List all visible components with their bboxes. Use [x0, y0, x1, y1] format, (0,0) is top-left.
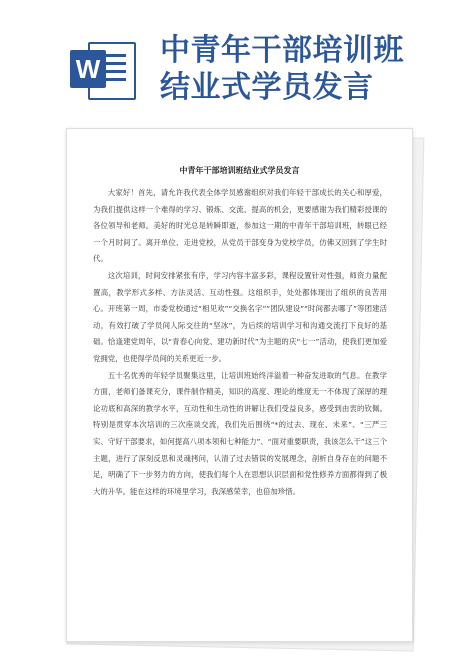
document-paragraph: 五十名优秀的年轻学员聚集这里，让培训班始终洋溢着一种奋发进取的气息。在教学方面，老师们备课充分，课件制作精美，知识的高度、理论的维度无一不体现了深厚的理论功底和高深的教学水平，互动性和生动性的讲解让我们受益良多，感受到由衷的钦佩。特别是贯穿本次培训的三次座谈交流，我们先后围绕“*的过去、现在、未来”、“三严三实、守好干部要求，如何提高八项本领和七种能力”、“面对重要职责，我该怎么干”这三个主题，进行了深刻反思和灵魂拷问，认清了过去错误的发展理念，剖析自身存在的问题不足，明确了下一步努力的方向，使我们每个人在思想认识层面和党性修养方面都得到了极大的升华。能在这样的环境里学习，我深感荣幸，也倍加珍惜。 [93, 370, 387, 496]
document-line-icon [104, 70, 126, 73]
word-w-letter: W [70, 50, 106, 88]
document-body [93, 185, 387, 500]
document-paragraph: 大家好！首先，请允许我代表全体学员感谢组织对我们年轻干部成长的关心和厚爱，为我们提供这样一个难得的学习、锻炼、交流、提高的机会，更要感谢为我们精彩授课的各位领导和老师。美好的时光总是转瞬即逝，参加这一期的中青年干部培训班，转眼已经一个月时间了。离开单位、走进党校，从党员干部变身为党校学员，仿佛又回到了学生时代。 [93, 188, 387, 264]
document-paragraph: 这次培训，时间安排紧张有序，学习内容丰富多彩，课程设置针对性强，师资力量配置高，教学形式多样、方法灵活、互动性强。这组织手，处处都体现出了组织的良苦用心。开班第一周，市委党校通过“相见欢”“交换名字”“团队建设”“时间都去哪了”等团建活动，有效打破了学员间人际交往的“坚冰”，为后续的培训学习和沟通交流打下良好的基础。恰逢建党周年，以“青春心向党、建功新时代”为主题的庆“七一”活动，使我们更加爱党拥党，也使得学员间的关系更近一步。 [93, 270, 387, 363]
document-line-icon [104, 62, 126, 65]
document-page [66, 128, 413, 642]
document-line-icon [104, 78, 126, 81]
document-line-icon [104, 54, 126, 57]
word-document-icon [70, 38, 136, 100]
banner-title-line-1: 中青年干部培训班 [160, 33, 404, 68]
document-preview [66, 128, 419, 648]
banner-header [0, 0, 474, 118]
banner-title-line-2: 结业式学员发言 [160, 70, 374, 105]
banner-title [160, 32, 404, 106]
document-title: 中青年干部培训班结业式学员发言 [179, 166, 300, 175]
